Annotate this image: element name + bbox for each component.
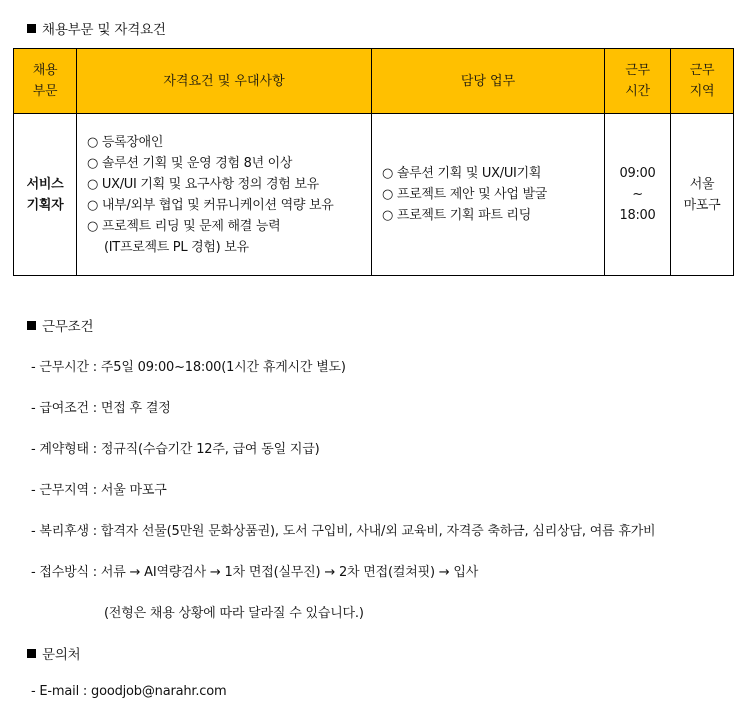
list-item: ○ 솔루션 기획 및 운영 경험 8년 이상 <box>87 155 293 171</box>
condition-contract: - 계약형태 : 정규직(수습기간 12주, 급여 동일 지급) <box>31 442 320 457</box>
list-item: ○ 프로젝트 기획 파트 리딩 <box>382 208 531 223</box>
cell-hours: 09:00 ~ 18:00 <box>605 114 671 276</box>
header-location: 근무 지역 <box>671 49 734 114</box>
contact-email: - E-mail : goodjob@narahr.com <box>31 684 227 699</box>
list-item: ○ UX/UI 기획 및 요구사항 정의 경험 보유 <box>87 176 319 192</box>
cell-location: 서울 마포구 <box>671 114 734 276</box>
list-item: ○ 솔루션 기획 및 UX/UI기획 <box>382 166 542 181</box>
condition-hours: - 근무시간 : 주5일 09:00~18:00(1시간 휴게시간 별도) <box>31 360 346 375</box>
section-title: 근무조건 <box>42 319 94 335</box>
table-row <box>14 114 734 276</box>
list-item: (IT프로젝트 PL 경험) 보유 <box>104 239 249 255</box>
condition-process: - 접수방식 : 서류 → AI역량검사 → 1차 면접(실무진) → 2차 면접(컬쳐핏) → 입사 <box>31 565 479 580</box>
header-hours: 근무 시간 <box>605 49 671 114</box>
cell-duties <box>372 114 605 276</box>
section-heading-requirements <box>27 18 166 38</box>
cell-qualifications <box>77 114 372 276</box>
square-bullet-icon <box>27 24 36 33</box>
section-title: 채용부문 및 자격요건 <box>42 22 166 38</box>
list-item: ○ 프로젝트 제안 및 사업 발굴 <box>382 187 548 202</box>
section-title: 문의처 <box>42 647 81 663</box>
section-heading-contact <box>27 643 81 663</box>
header-qualifications: 자격요건 및 우대사항 <box>77 49 372 114</box>
process-note: (전형은 채용 상황에 따라 달라질 수 있습니다.) <box>104 606 364 621</box>
table-header-row <box>14 49 734 114</box>
cell-division: 서비스 기획자 <box>14 114 77 276</box>
section-heading-conditions <box>27 315 93 335</box>
condition-location: - 근무지역 : 서울 마포구 <box>31 483 167 498</box>
square-bullet-icon <box>27 321 36 330</box>
list-item: ○ 프로젝트 리딩 및 문제 해결 능력 <box>87 218 281 234</box>
list-item: ○ 등록장애인 <box>87 134 164 150</box>
header-duties: 담당 업무 <box>372 49 605 114</box>
list-item: ○ 내부/외부 협업 및 커뮤니케이션 역량 보유 <box>87 197 334 213</box>
square-bullet-icon <box>27 649 36 658</box>
condition-benefits: - 복리후생 : 합격자 선물(5만원 문화상품권), 도서 구입비, 사내/외 교육비, 자격증 축하금, 심리상담, 여름 휴가비 <box>31 524 656 539</box>
condition-salary: - 급여조건 : 면접 후 결정 <box>31 401 171 416</box>
requirements-table <box>13 48 734 276</box>
header-division: 채용 부문 <box>14 49 77 114</box>
